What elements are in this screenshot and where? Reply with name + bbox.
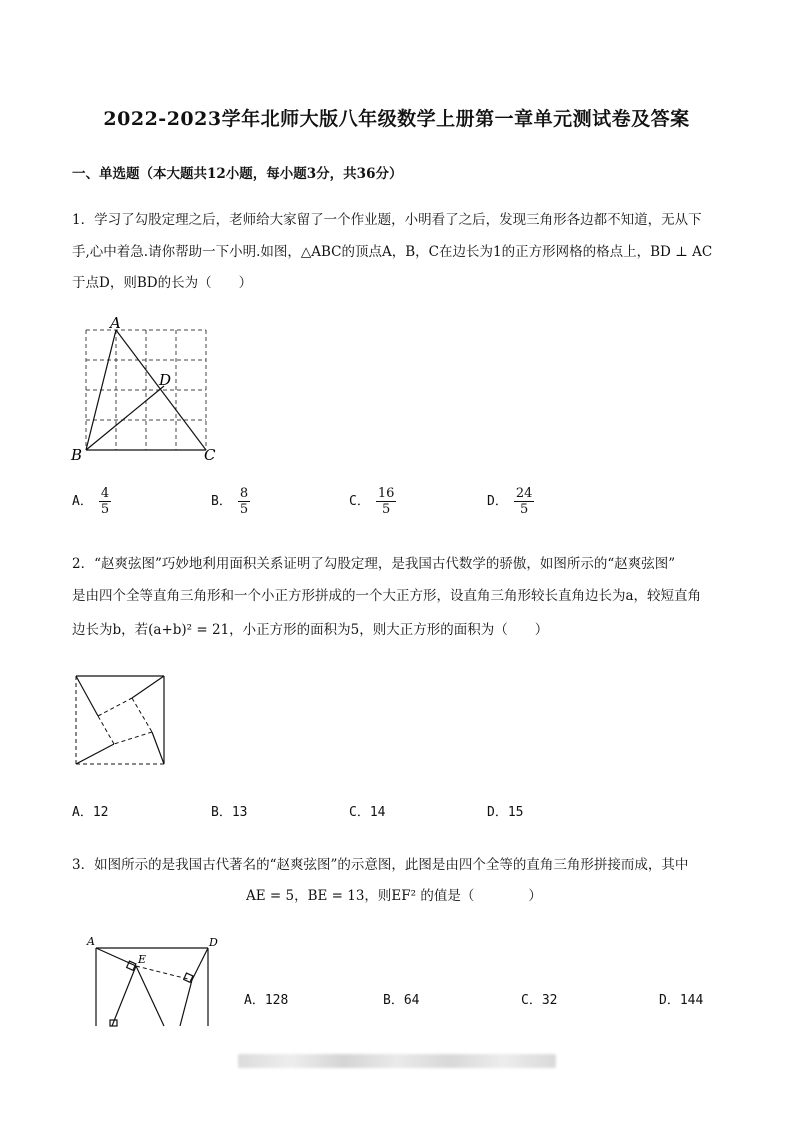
label-b: B [71, 446, 83, 464]
blurred-footer [238, 1054, 556, 1068]
q1-text-line1: 1．学习了勾股定理之后，老师给大家留了一个作业题，小明看了之后，发现三角形各边都不知道，无从下 [72, 212, 702, 228]
q3-option-a[interactable]: A．128 [244, 993, 289, 1008]
q1-option-c[interactable]: C． $\frac{16}{5}$ [349, 486, 395, 517]
q1-text-line3: 于点D，则BD的长为（ ） [72, 275, 253, 291]
q1-text-line2: 手,心中着急.请你帮助一下小明.如图，△ABC的顶点A，B，C在边长为1的正方形网格的格点上，BD ⊥ AC [72, 244, 713, 260]
label-d: D [209, 936, 218, 949]
q2-text-line3: 边长为b，若(a+b)² = 21，小正方形的面积为5，则大正方形的面积为（ ） [72, 622, 549, 638]
q3-text-line1: 3．如图所示的是我国古代著名的“赵爽弦图”的示意图，此图是由四个全等的直角三角形拼接而成，其中 [72, 857, 689, 873]
section-heading: 一、单选题（本大题共12小题，每小题3分，共36分） [72, 166, 403, 182]
q2-option-b[interactable]: B．13 [211, 805, 248, 820]
label-a: A [110, 314, 121, 332]
label-d: D [159, 371, 172, 389]
q3-zhao-shuang-figure [84, 932, 224, 1028]
q1-grid-figure [66, 312, 226, 464]
q2-option-c[interactable]: C．14 [349, 805, 386, 820]
q2-text-line1: 2．“赵爽弦图”巧妙地利用面积关系证明了勾股定理，是我国古代数学的骄傲，如图所示的“赵爽弦图” [72, 556, 676, 572]
q3-option-b[interactable]: B．64 [383, 993, 420, 1008]
q3-text-line2: AE = 5，BE = 13，则EF² 的值是（ ） [246, 888, 542, 904]
q3-option-c[interactable]: C．32 [521, 993, 558, 1008]
q1-option-a[interactable]: A． $\frac{4}{5}$ [72, 486, 110, 517]
q3-option-d[interactable]: D．144 [659, 993, 704, 1008]
q1-option-d[interactable]: D． $\frac{24}{5}$ [487, 486, 533, 517]
label-a: A [87, 935, 95, 948]
q2-text-line2: 是由四个全等直角三角形和一个小正方形拼成的一个大正方形，设直角三角形较长直角边长为a，较短直角 [72, 588, 702, 604]
label-c: C [204, 446, 216, 464]
q2-option-a[interactable]: A．12 [72, 805, 109, 820]
label-e: E [138, 953, 147, 966]
q1-option-b[interactable]: B． $\frac{8}{5}$ [211, 486, 249, 517]
q2-option-d[interactable]: D．15 [487, 805, 524, 820]
q2-zhao-shuang-figure [70, 672, 170, 770]
page-title: 2022-2023学年北师大版八年级数学上册第一章单元测试卷及答案 [103, 108, 690, 130]
